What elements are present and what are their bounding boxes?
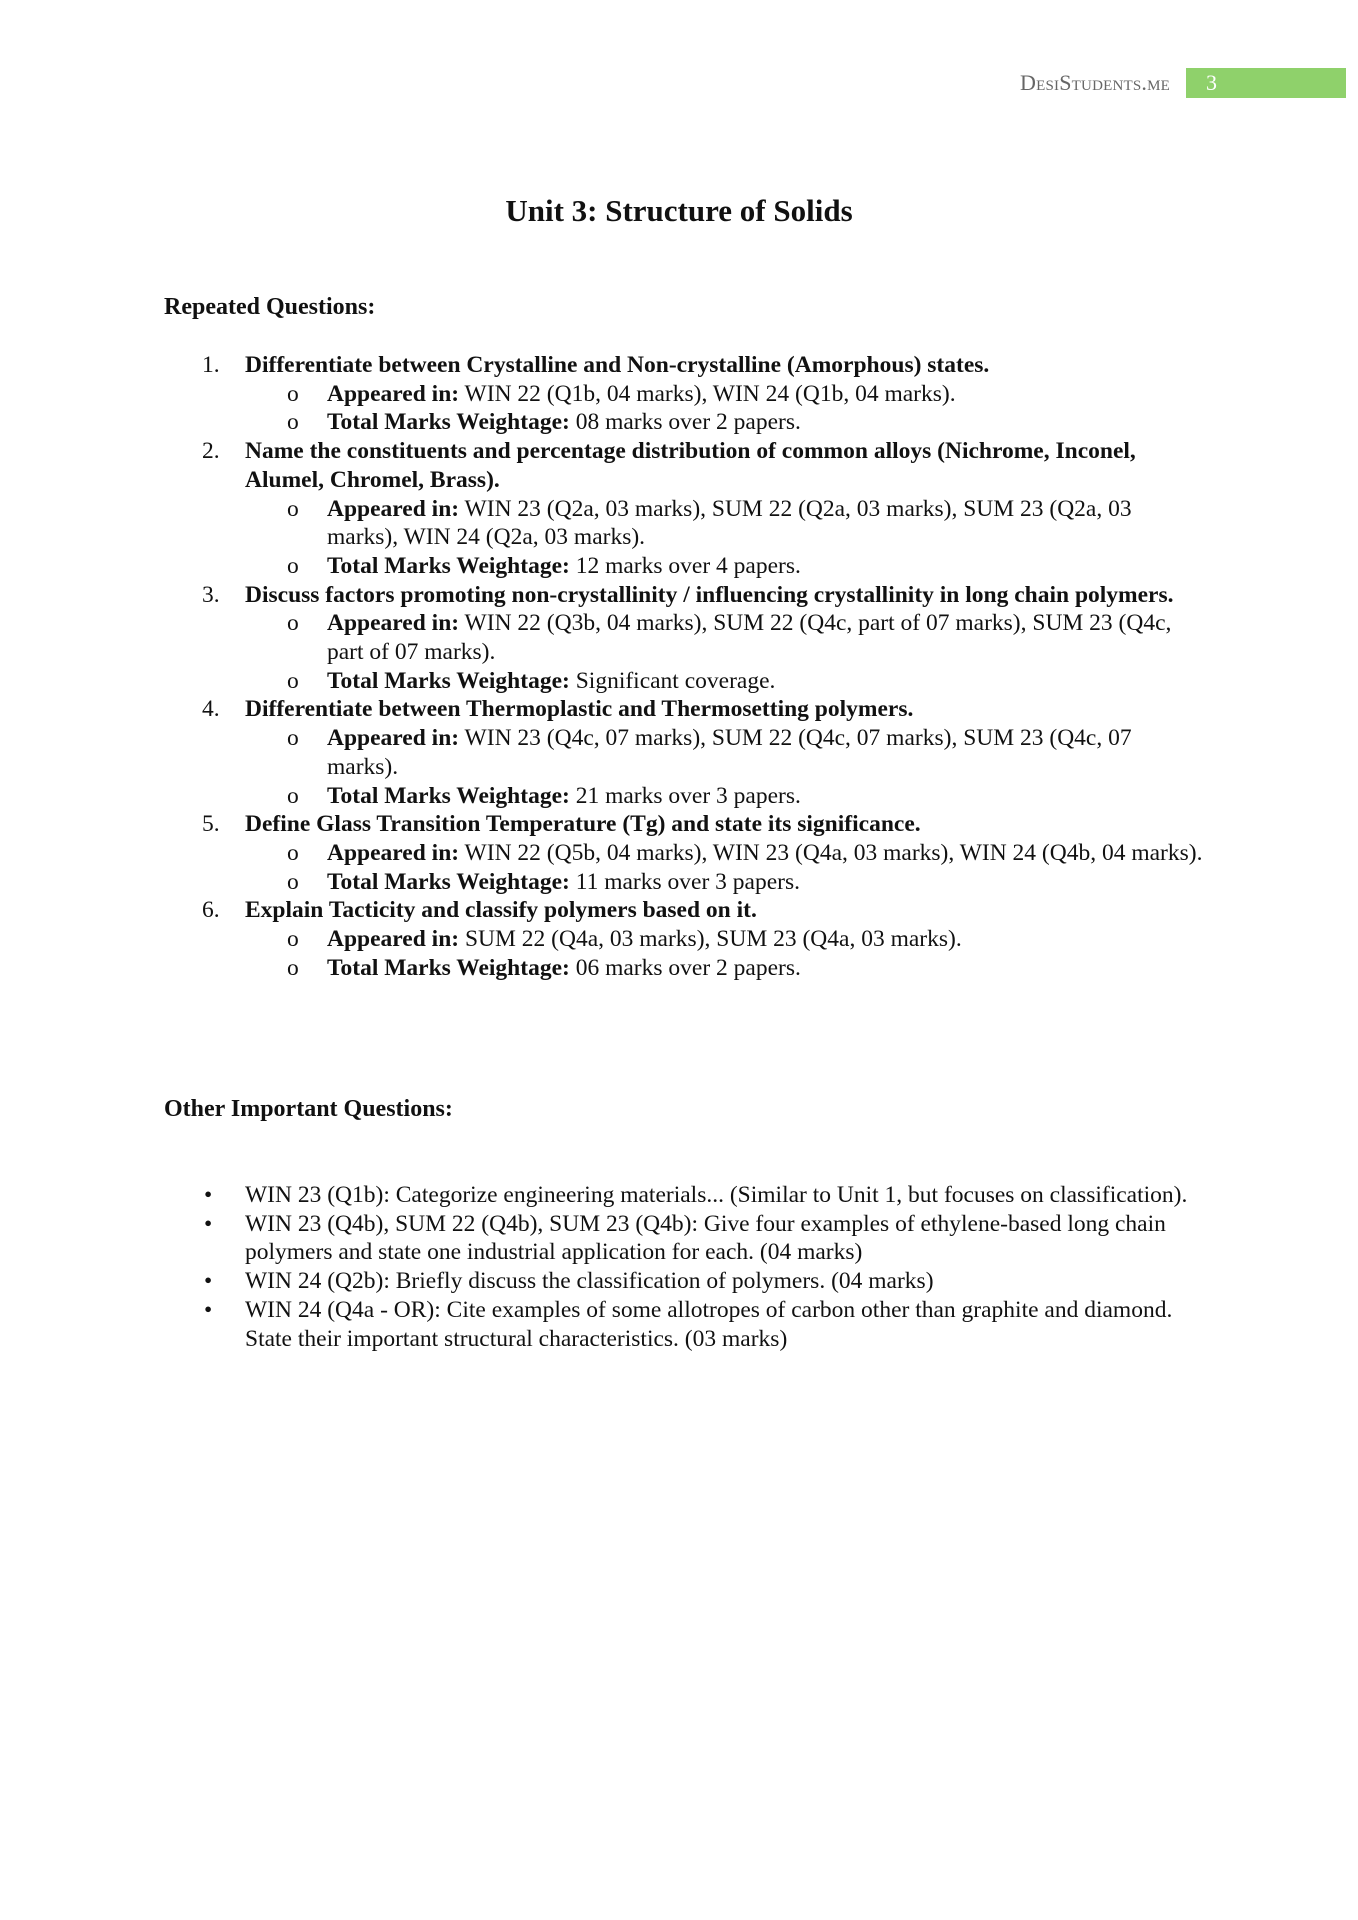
appeared-in-label: Appeared in: [327, 495, 460, 522]
weightage-label: Total Marks Weightage: [327, 409, 570, 436]
question-text: Name the constituents and percentage distribution of common alloys (Nichrome, Inconel, Alumel, Chromel, Brass). [245, 438, 1136, 493]
bullet-icon: • [204, 1268, 213, 1295]
repeated-question-item [164, 810, 1204, 896]
appeared-in-label: Appeared in: [327, 926, 460, 953]
appeared-in-value: WIN 23 (Q4c, 07 marks), SUM 22 (Q4c, 07 marks), SUM 23 (Q4c, 07 marks). [327, 725, 1132, 780]
circle-bullet-icon: o [287, 868, 299, 895]
repeated-question-item [164, 437, 1204, 581]
appeared-in-value: SUM 22 (Q4a, 03 marks), SUM 23 (Q4a, 03 marks). [459, 926, 962, 953]
question-number: 6. [202, 897, 220, 924]
question-details [245, 925, 1204, 982]
appeared-in-value: WIN 22 (Q1b, 04 marks), WIN 24 (Q1b, 04 marks). [459, 380, 956, 407]
question-number: 5. [202, 811, 220, 838]
circle-bullet-icon: o [287, 926, 299, 953]
circle-bullet-icon: o [287, 380, 299, 407]
other-questions-list [164, 1181, 1204, 1353]
other-question-text: WIN 23 (Q4b), SUM 22 (Q4b), SUM 23 (Q4b): Give four examples of ethylene-based long chain polymers and state one industrial application for each. (04 marks) [245, 1210, 1166, 1266]
circle-bullet-icon: o [287, 725, 299, 752]
weightage-line [245, 408, 1204, 437]
weightage-value: 06 marks over 2 papers. [569, 954, 801, 981]
weightage-value: Significant coverage. [569, 667, 776, 694]
appeared-in-label: Appeared in: [327, 380, 460, 407]
question-text: Explain Tacticity and classify polymers based on it. [245, 897, 757, 924]
circle-bullet-icon: o [287, 954, 299, 981]
weightage-value: 08 marks over 2 papers. [569, 409, 801, 436]
appeared-in-line [245, 724, 1204, 781]
bullet-icon: • [204, 1210, 213, 1237]
repeated-question-item [164, 351, 1204, 437]
appeared-in-label: Appeared in: [327, 839, 460, 866]
question-text: Discuss factors promoting non-crystallinity / influencing crystallinity in long chain polymers. [245, 581, 1174, 608]
other-question-text: WIN 24 (Q4a - OR): Cite examples of some allotropes of carbon other than graphite and diamond. State their important structural characteristics. (03 marks) [245, 1296, 1173, 1352]
question-number: 4. [202, 696, 220, 723]
question-details [245, 380, 1204, 437]
circle-bullet-icon: o [287, 495, 299, 522]
weightage-line [245, 868, 1204, 897]
weightage-line [245, 782, 1204, 811]
appeared-in-label: Appeared in: [327, 610, 460, 637]
circle-bullet-icon: o [287, 552, 299, 579]
circle-bullet-icon: o [287, 839, 299, 866]
other-questions-heading: Other Important Questions: [164, 1096, 453, 1122]
weightage-line [245, 667, 1204, 696]
header-site-name: DesiStudents.me [1020, 70, 1170, 95]
question-number: 2. [202, 438, 220, 465]
page-title: Unit 3: Structure of Solids [505, 193, 853, 228]
circle-bullet-icon: o [287, 667, 299, 694]
weightage-label: Total Marks Weightage: [327, 667, 570, 694]
question-details [245, 609, 1204, 695]
question-number: 3. [202, 581, 220, 608]
circle-bullet-icon: o [287, 782, 299, 809]
appeared-in-value: WIN 22 (Q5b, 04 marks), WIN 23 (Q4a, 03 marks), WIN 24 (Q4b, 04 marks). [459, 839, 1203, 866]
page-header [1020, 68, 1346, 98]
appeared-in-value: WIN 23 (Q2a, 03 marks), SUM 22 (Q2a, 03 marks), SUM 23 (Q2a, 03 marks), WIN 24 (Q2a, 03 marks). [327, 495, 1132, 551]
repeated-questions-heading: Repeated Questions: [164, 294, 376, 320]
header-page-number: 3 [1186, 68, 1346, 98]
other-question-item [164, 1267, 1204, 1296]
appeared-in-line [245, 925, 1204, 954]
other-question-item [164, 1210, 1204, 1267]
repeated-question-item [164, 695, 1204, 810]
other-question-item [164, 1296, 1204, 1353]
question-details [245, 724, 1204, 810]
question-text: Differentiate between Thermoplastic and Thermosetting polymers. [245, 696, 914, 723]
weightage-label: Total Marks Weightage: [327, 552, 570, 579]
bullet-icon: • [204, 1296, 213, 1323]
circle-bullet-icon: o [287, 409, 299, 436]
repeated-question-item [164, 896, 1204, 982]
other-question-item [164, 1181, 1204, 1210]
weightage-value: 12 marks over 4 papers. [569, 552, 801, 579]
other-question-text: WIN 24 (Q2b): Briefly discuss the classification of polymers. (04 marks) [245, 1268, 934, 1295]
weightage-value: 21 marks over 3 papers. [569, 782, 801, 809]
appeared-in-line [245, 380, 1204, 409]
weightage-label: Total Marks Weightage: [327, 782, 570, 809]
question-text: Define Glass Transition Temperature (Tg) and state its significance. [245, 811, 921, 838]
appeared-in-line [245, 495, 1204, 552]
weightage-line [245, 552, 1204, 581]
appeared-in-line [245, 839, 1204, 868]
bullet-icon: • [204, 1182, 213, 1208]
question-number: 1. [202, 352, 220, 378]
weightage-line [245, 954, 1204, 983]
appeared-in-label: Appeared in: [327, 725, 460, 752]
question-details [245, 495, 1204, 581]
appeared-in-line [245, 609, 1204, 666]
appeared-in-value: WIN 22 (Q3b, 04 marks), SUM 22 (Q4c, part of 07 marks), SUM 23 (Q4c, part of 07 marks). [327, 610, 1172, 666]
repeated-question-item [164, 581, 1204, 696]
circle-bullet-icon: o [287, 610, 299, 637]
repeated-questions-list [164, 351, 1204, 982]
weightage-label: Total Marks Weightage: [327, 868, 570, 895]
question-details [245, 839, 1204, 896]
weightage-label: Total Marks Weightage: [327, 954, 570, 981]
weightage-value: 11 marks over 3 papers. [569, 868, 800, 895]
other-question-text: WIN 23 (Q1b): Categorize engineering materials... (Similar to Unit 1, but focuses on classification). [245, 1182, 1188, 1208]
question-text: Differentiate between Crystalline and Non-crystalline (Amorphous) states. [245, 352, 990, 378]
